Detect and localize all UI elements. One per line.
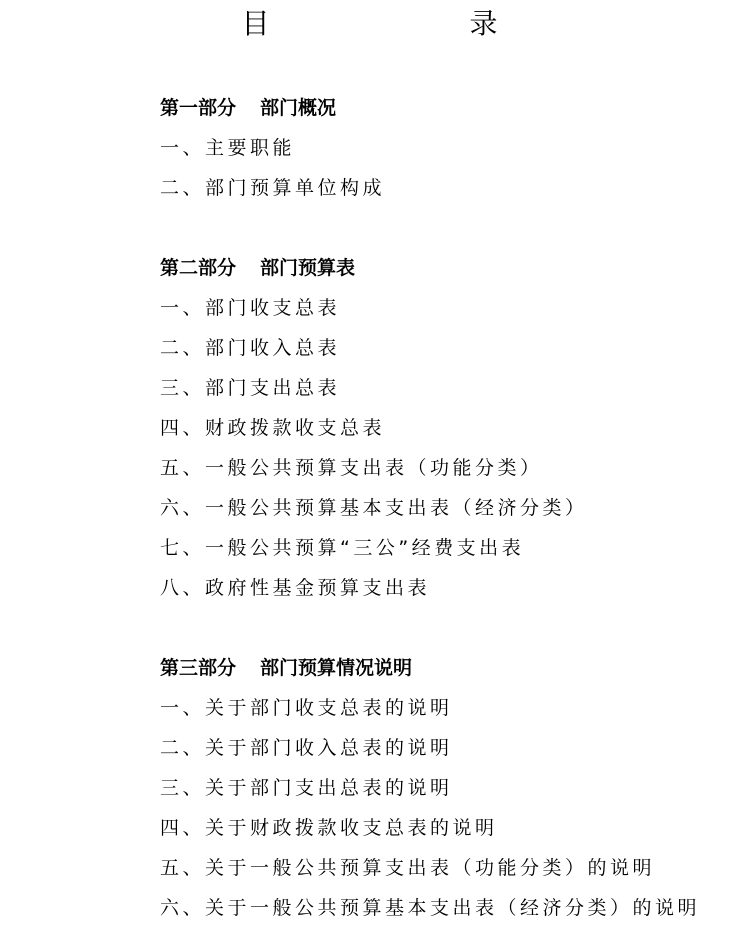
section-name: 部门概况 xyxy=(260,97,337,119)
toc-entry: 四、财政拨款收支总表 xyxy=(160,417,386,439)
section-entries xyxy=(160,128,740,208)
toc-entry: 五、关于一般公共预算支出表（功能分类）的说明 xyxy=(160,857,656,879)
section-part-one xyxy=(160,88,740,208)
section-entries xyxy=(160,288,740,608)
section-name: 部门预算表 xyxy=(260,257,356,279)
section-name: 部门预算情况说明 xyxy=(260,657,413,679)
section-part-two xyxy=(160,248,740,608)
section-heading xyxy=(160,248,740,288)
toc-title: 目 录 xyxy=(241,7,546,40)
toc-entry: 七、一般公共预算“三公”经费支出表 xyxy=(160,537,525,559)
section-entries xyxy=(160,688,740,928)
section-part-three xyxy=(160,648,740,928)
toc-entry: 一、部门收支总表 xyxy=(160,297,341,319)
toc-entry: 二、关于部门收入总表的说明 xyxy=(160,737,453,759)
table-of-contents xyxy=(160,88,740,928)
toc-entry: 六、一般公共预算基本支出表（经济分类） xyxy=(160,497,588,519)
toc-entry: 二、部门收入总表 xyxy=(160,337,341,359)
toc-entry: 三、部门支出总表 xyxy=(160,377,341,399)
toc-entry: 八、政府性基金预算支出表 xyxy=(160,577,431,599)
toc-entry: 六、关于一般公共预算基本支出表（经济分类）的说明 xyxy=(160,897,701,919)
toc-entry: 一、关于部门收支总表的说明 xyxy=(160,697,453,719)
section-part-label: 第二部分 xyxy=(160,257,237,279)
section-part-label: 第一部分 xyxy=(160,97,237,119)
toc-entry: 三、关于部门支出总表的说明 xyxy=(160,777,453,799)
section-part-label: 第三部分 xyxy=(160,657,237,679)
section-heading xyxy=(160,648,740,688)
toc-entry: 一、主要职能 xyxy=(160,137,296,159)
toc-entry: 五、一般公共预算支出表（功能分类） xyxy=(160,457,543,479)
section-heading xyxy=(160,88,740,128)
toc-entry: 二、部门预算单位构成 xyxy=(160,177,386,199)
toc-entry: 四、关于财政拨款收支总表的说明 xyxy=(160,817,498,839)
